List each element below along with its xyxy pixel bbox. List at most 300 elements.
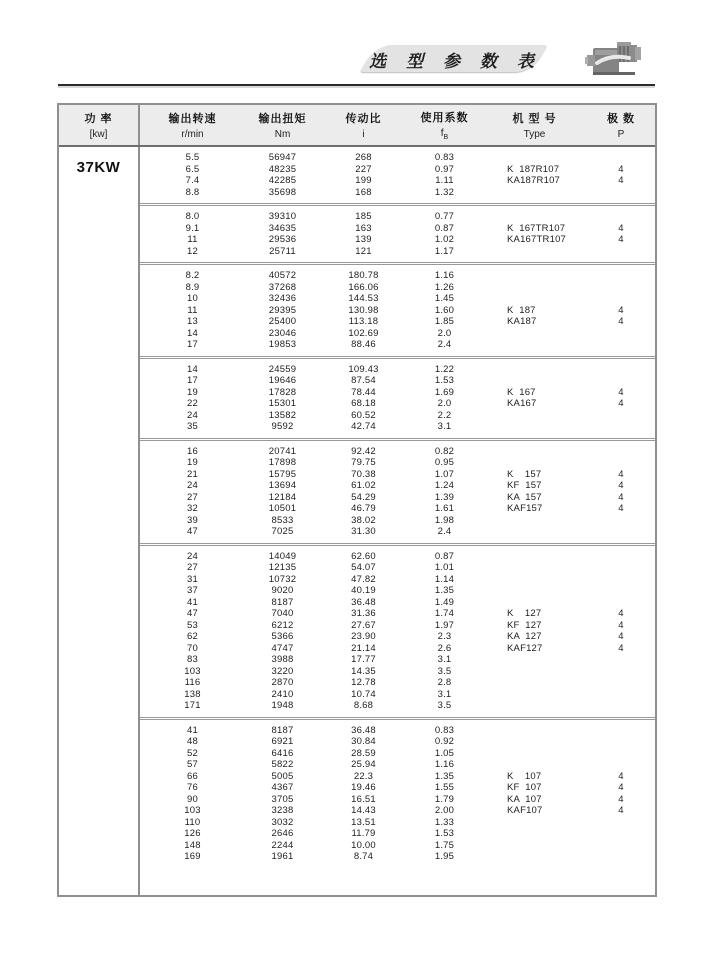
torque-cell: 5822 xyxy=(271,759,294,771)
page-title: 选 型 参 数 表 xyxy=(369,52,541,72)
ratio-cell: 61.02 xyxy=(351,480,376,492)
factor-cell: 2.4 xyxy=(437,526,452,538)
speed-cell: 8.0 xyxy=(185,211,200,223)
ratio-cell: 92.42 xyxy=(351,445,376,457)
ratio-cell: 13.51 xyxy=(351,816,376,828)
torque-cell: 2870 xyxy=(271,677,294,689)
factor-cell: 1.35 xyxy=(434,585,455,597)
factor-cell: 3.5 xyxy=(437,665,452,677)
factor-cell: 2.4 xyxy=(437,339,452,351)
poles-title: 极 数 xyxy=(606,113,636,125)
torque-cell: 25400 xyxy=(268,316,297,328)
table-row xyxy=(140,293,655,305)
table-row xyxy=(140,689,655,701)
speed-cell: 57 xyxy=(187,759,198,771)
factor-unit xyxy=(441,128,448,141)
speed-cell: 11 xyxy=(187,234,198,246)
speed-cell: 27 xyxy=(187,562,198,574)
poles-cell: 4 xyxy=(618,642,624,654)
col-header-speed xyxy=(140,105,245,145)
ratio-cell: 28.59 xyxy=(351,747,376,759)
poles-cell: 4 xyxy=(618,316,624,328)
table-row xyxy=(140,503,655,515)
ratio-cell: 166.06 xyxy=(348,281,379,293)
row-group xyxy=(140,356,655,438)
poles-cell: 4 xyxy=(618,222,624,234)
factor-title: 使用系数 xyxy=(420,112,469,124)
table-row xyxy=(140,677,655,689)
factor-cell: 1.26 xyxy=(434,281,455,293)
row-group xyxy=(140,147,655,203)
power-title: 功 率 xyxy=(84,113,113,125)
ratio-cell: 36.48 xyxy=(351,596,376,608)
torque-cell: 40572 xyxy=(268,270,297,282)
speed-title: 输出转速 xyxy=(168,113,217,125)
table-row xyxy=(140,562,655,574)
ratio-title: 传动比 xyxy=(345,113,382,125)
factor-cell: 0.97 xyxy=(434,163,455,175)
torque-cell: 1961 xyxy=(271,851,294,863)
table-row xyxy=(140,736,655,748)
type-cell: KF 157 xyxy=(507,480,542,492)
table-row xyxy=(140,364,655,376)
poles-cell: 4 xyxy=(618,491,624,503)
table-row xyxy=(140,585,655,597)
col-header-ratio xyxy=(320,105,407,145)
factor-cell: 1.45 xyxy=(434,293,455,305)
factor-cell: 1.35 xyxy=(434,770,455,782)
speed-cell: 83 xyxy=(187,654,198,666)
table-row xyxy=(140,211,655,223)
table-row xyxy=(140,666,655,678)
factor-cell: 1.97 xyxy=(434,619,455,631)
torque-cell: 9020 xyxy=(271,585,294,597)
factor-cell: 1.95 xyxy=(434,851,455,863)
col-header-type xyxy=(482,105,587,145)
row-group xyxy=(140,438,655,543)
ratio-cell: 27.67 xyxy=(351,619,376,631)
ratio-cell: 42.74 xyxy=(351,421,376,433)
ratio-cell: 30.84 xyxy=(351,736,376,748)
speed-cell: 53 xyxy=(187,619,198,631)
type-title: 机 型 号 xyxy=(512,113,557,125)
speed-cell: 110 xyxy=(184,816,201,828)
factor-cell: 3.1 xyxy=(437,654,452,666)
type-cell: KF 127 xyxy=(507,619,542,631)
ratio-cell: 139 xyxy=(355,234,372,246)
speed-cell: 148 xyxy=(184,839,201,851)
torque-cell: 35698 xyxy=(268,186,297,198)
torque-cell: 5366 xyxy=(271,631,294,643)
poles-cell: 4 xyxy=(618,163,624,175)
type-cell: KA187R107 xyxy=(507,175,561,187)
ratio-cell: 22.3 xyxy=(353,770,374,782)
factor-cell: 1.14 xyxy=(434,573,455,585)
selection-table xyxy=(57,103,657,897)
factor-cell: 2.00 xyxy=(434,805,455,817)
row-group xyxy=(140,543,655,717)
poles-cell: 4 xyxy=(618,631,624,643)
type-cell: KF 107 xyxy=(507,782,542,794)
table-row xyxy=(140,725,655,737)
ratio-unit: i xyxy=(362,129,365,140)
speed-cell: 62 xyxy=(187,631,198,643)
ratio-cell: 21.14 xyxy=(351,642,376,654)
factor-unit-sub: B xyxy=(443,134,449,141)
torque-cell: 10501 xyxy=(268,503,297,515)
table-row xyxy=(140,187,655,199)
type-cell: KA187 xyxy=(507,316,537,328)
torque-cell: 37268 xyxy=(268,281,297,293)
poles-cell: 4 xyxy=(618,398,624,410)
ratio-cell: 60.52 xyxy=(351,409,376,421)
ratio-cell: 36.48 xyxy=(351,724,376,736)
torque-cell: 8533 xyxy=(271,514,294,526)
speed-cell: 24 xyxy=(187,480,198,492)
table-row xyxy=(140,164,655,176)
factor-cell: 2.0 xyxy=(437,327,452,339)
table-row xyxy=(140,469,655,481)
torque-cell: 15301 xyxy=(268,398,297,410)
ratio-cell: 8.68 xyxy=(353,700,374,712)
speed-cell: 171 xyxy=(184,700,201,712)
torque-cell: 42285 xyxy=(268,175,297,187)
factor-cell: 2.2 xyxy=(437,409,452,421)
torque-cell: 14049 xyxy=(268,550,297,562)
col-header-factor xyxy=(407,105,482,145)
speed-cell: 76 xyxy=(187,782,198,794)
row-group xyxy=(140,717,655,868)
poles-cell: 4 xyxy=(618,805,624,817)
ratio-cell: 19.46 xyxy=(351,782,376,794)
factor-cell: 0.77 xyxy=(434,211,455,223)
speed-cell: 52 xyxy=(187,747,198,759)
torque-cell: 6416 xyxy=(271,747,294,759)
factor-cell: 2.3 xyxy=(437,631,452,643)
table-row xyxy=(140,574,655,586)
type-unit: Type xyxy=(523,129,546,140)
speed-cell: 14 xyxy=(187,327,198,339)
speed-cell: 90 xyxy=(187,793,198,805)
table-header xyxy=(59,105,655,147)
table-row xyxy=(140,631,655,643)
table-row xyxy=(140,851,655,863)
ratio-cell: 227 xyxy=(355,163,372,175)
factor-cell: 2.6 xyxy=(437,642,452,654)
torque-cell: 3238 xyxy=(271,805,294,817)
torque-cell: 10732 xyxy=(268,573,297,585)
torque-cell: 19853 xyxy=(268,339,297,351)
type-cell: KA167 xyxy=(507,398,537,410)
table-row xyxy=(140,551,655,563)
type-cell: KAF107 xyxy=(507,805,543,817)
speed-cell: 24 xyxy=(187,550,198,562)
torque-cell: 32436 xyxy=(268,293,297,305)
speed-cell: 66 xyxy=(187,770,198,782)
torque-cell: 8187 xyxy=(271,596,294,608)
ratio-cell: 46.79 xyxy=(351,503,376,515)
factor-cell: 1.98 xyxy=(434,514,455,526)
table-row xyxy=(140,805,655,817)
factor-unit-main: f xyxy=(440,128,444,139)
type-cell: K 127 xyxy=(507,608,542,620)
factor-cell: 1.53 xyxy=(434,375,455,387)
poles-cell: 4 xyxy=(618,304,624,316)
speed-cell: 19 xyxy=(187,386,198,398)
factor-cell: 3.1 xyxy=(437,688,452,700)
factor-cell: 1.11 xyxy=(435,175,454,187)
speed-cell: 22 xyxy=(187,398,198,410)
factor-cell: 1.74 xyxy=(434,608,455,620)
torque-cell: 7025 xyxy=(271,526,294,538)
speed-cell: 138 xyxy=(184,688,201,700)
torque-cell: 20741 xyxy=(268,445,297,457)
ratio-cell: 130.98 xyxy=(348,304,379,316)
table-row xyxy=(140,410,655,422)
torque-cell: 19646 xyxy=(268,375,297,387)
speed-cell: 27 xyxy=(187,491,198,503)
table-row xyxy=(140,515,655,527)
speed-cell: 6.5 xyxy=(185,163,200,175)
torque-title: 输出扭矩 xyxy=(258,113,307,125)
ratio-cell: 109.43 xyxy=(348,363,379,375)
ratio-cell: 102.69 xyxy=(348,327,379,339)
torque-cell: 13694 xyxy=(268,480,297,492)
table-row xyxy=(140,270,655,282)
table-row xyxy=(140,748,655,760)
table-row xyxy=(140,771,655,783)
torque-cell: 3705 xyxy=(271,793,294,805)
factor-cell: 1.24 xyxy=(434,480,455,492)
poles-cell: 4 xyxy=(618,480,624,492)
ratio-cell: 11.79 xyxy=(351,828,376,840)
ratio-cell: 14.35 xyxy=(351,665,376,677)
factor-cell: 0.82 xyxy=(434,445,455,457)
factor-cell: 3.5 xyxy=(437,700,452,712)
ratio-cell: 47.82 xyxy=(351,573,376,585)
poles-cell: 4 xyxy=(618,619,624,631)
factor-cell: 1.17 xyxy=(434,245,455,257)
ratio-cell: 199 xyxy=(355,175,372,187)
speed-cell: 17 xyxy=(187,339,198,351)
speed-cell: 17 xyxy=(187,375,198,387)
type-cell: KAF127 xyxy=(507,642,543,654)
ratio-cell: 31.36 xyxy=(351,608,376,620)
factor-cell: 1.01 xyxy=(434,562,455,574)
torque-cell: 12135 xyxy=(268,562,297,574)
speed-cell: 24 xyxy=(187,409,198,421)
type-cell: K 157 xyxy=(507,468,542,480)
factor-cell: 1.05 xyxy=(434,747,455,759)
table-row xyxy=(140,387,655,399)
ratio-cell: 10.74 xyxy=(351,688,376,700)
row-group xyxy=(140,203,655,262)
torque-cell: 6212 xyxy=(271,619,294,631)
speed-cell: 169 xyxy=(184,851,201,863)
speed-cell: 41 xyxy=(187,596,198,608)
table-row xyxy=(140,654,655,666)
torque-cell: 3220 xyxy=(271,665,294,677)
speed-cell: 13 xyxy=(187,316,198,328)
table-row xyxy=(140,175,655,187)
ratio-cell: 68.18 xyxy=(351,398,376,410)
table-row xyxy=(140,398,655,410)
type-cell: K 187R107 xyxy=(507,163,560,175)
torque-cell: 29395 xyxy=(268,304,297,316)
table-row xyxy=(140,375,655,387)
table-row xyxy=(140,339,655,351)
speed-cell: 10 xyxy=(187,293,198,305)
torque-cell: 13582 xyxy=(268,409,297,421)
table-row xyxy=(140,480,655,492)
speed-cell: 103 xyxy=(184,805,201,817)
poles-cell: 4 xyxy=(618,234,624,246)
poles-cell: 4 xyxy=(618,793,624,805)
header-rule xyxy=(58,84,655,86)
torque-cell: 1948 xyxy=(271,700,294,712)
torque-cell: 4747 xyxy=(271,642,294,654)
factor-cell: 1.53 xyxy=(434,828,455,840)
factor-cell: 1.60 xyxy=(434,304,455,316)
poles-cell: 4 xyxy=(618,503,624,515)
type-cell: K 167 xyxy=(507,386,536,398)
torque-cell: 4367 xyxy=(271,782,294,794)
torque-cell: 7040 xyxy=(271,608,294,620)
speed-cell: 12 xyxy=(187,245,198,257)
power-column xyxy=(59,147,140,895)
speed-cell: 8.2 xyxy=(185,270,200,282)
ratio-cell: 88.46 xyxy=(351,339,376,351)
factor-cell: 0.95 xyxy=(434,457,455,469)
ratio-cell: 70.38 xyxy=(351,468,376,480)
table-row xyxy=(140,316,655,328)
ratio-cell: 38.02 xyxy=(351,514,376,526)
torque-cell: 48235 xyxy=(268,163,297,175)
ratio-cell: 185 xyxy=(355,211,372,223)
poles-cell: 4 xyxy=(618,782,624,794)
torque-cell: 12184 xyxy=(268,491,297,503)
factor-cell: 3.1 xyxy=(437,421,452,433)
ratio-cell: 87.54 xyxy=(351,375,376,387)
speed-cell: 7.4 xyxy=(185,175,200,187)
speed-cell: 8.8 xyxy=(185,186,200,198)
speed-cell: 41 xyxy=(187,724,198,736)
gearbox-photo xyxy=(583,36,645,84)
type-cell: K 167TR107 xyxy=(507,222,566,234)
speed-cell: 39 xyxy=(187,514,198,526)
speed-cell: 103 xyxy=(184,665,201,677)
speed-cell: 9.1 xyxy=(185,222,200,234)
table-row xyxy=(140,817,655,829)
ratio-cell: 168 xyxy=(355,186,372,198)
torque-cell: 2244 xyxy=(271,839,294,851)
speed-unit: r/min xyxy=(181,129,204,140)
col-header-power xyxy=(59,105,140,145)
torque-cell: 39310 xyxy=(268,211,297,223)
table-row xyxy=(140,608,655,620)
table-row xyxy=(140,526,655,538)
type-cell: K 107 xyxy=(507,770,542,782)
table-row xyxy=(140,305,655,317)
torque-cell: 17898 xyxy=(268,457,297,469)
poles-cell: 4 xyxy=(618,608,624,620)
power-value: 37KW xyxy=(76,159,121,176)
torque-cell: 2646 xyxy=(271,828,294,840)
torque-cell: 56947 xyxy=(268,152,297,164)
ratio-cell: 144.53 xyxy=(348,293,379,305)
torque-cell: 17828 xyxy=(268,386,297,398)
torque-unit: Nm xyxy=(274,129,291,140)
speed-cell: 35 xyxy=(187,421,198,433)
factor-cell: 1.33 xyxy=(434,816,455,828)
gearbox-illustration xyxy=(583,36,645,84)
speed-cell: 14 xyxy=(187,363,198,375)
ratio-cell: 31.30 xyxy=(351,526,376,538)
factor-cell: 1.49 xyxy=(434,596,455,608)
type-cell: KAF157 xyxy=(507,503,543,515)
speed-cell: 21 xyxy=(187,468,198,480)
ratio-cell: 17.77 xyxy=(351,654,376,666)
factor-cell: 2.8 xyxy=(437,677,452,689)
factor-cell: 1.22 xyxy=(434,363,455,375)
speed-cell: 47 xyxy=(187,608,198,620)
factor-cell: 1.32 xyxy=(434,186,455,198)
ratio-cell: 54.29 xyxy=(351,491,376,503)
speed-cell: 48 xyxy=(187,736,198,748)
poles-cell: 4 xyxy=(618,770,624,782)
type-cell: KA167TR107 xyxy=(507,234,567,246)
poles-unit: P xyxy=(617,129,625,140)
torque-cell: 23046 xyxy=(268,327,297,339)
factor-cell: 1.16 xyxy=(434,759,455,771)
factor-cell: 1.02 xyxy=(434,234,455,246)
torque-cell: 15795 xyxy=(268,468,297,480)
poles-cell: 4 xyxy=(618,386,624,398)
table-body xyxy=(59,147,655,895)
table-row xyxy=(140,782,655,794)
table-row xyxy=(140,597,655,609)
torque-cell: 6921 xyxy=(271,736,294,748)
speed-cell: 126 xyxy=(184,828,201,840)
ratio-cell: 121 xyxy=(355,245,372,257)
torque-cell: 5005 xyxy=(271,770,294,782)
table-row xyxy=(140,282,655,294)
ratio-cell: 10.00 xyxy=(351,839,376,851)
poles-cell: 4 xyxy=(618,468,624,480)
speed-cell: 16 xyxy=(187,445,198,457)
torque-cell: 8187 xyxy=(271,724,294,736)
torque-cell: 2410 xyxy=(271,688,294,700)
poles-cell: 4 xyxy=(618,175,624,187)
speed-cell: 11 xyxy=(187,304,198,316)
ratio-cell: 79.75 xyxy=(351,457,376,469)
table-row xyxy=(140,246,655,258)
table-row xyxy=(140,446,655,458)
factor-cell: 1.61 xyxy=(434,503,455,515)
ratio-cell: 163 xyxy=(355,222,372,234)
factor-cell: 1.85 xyxy=(434,316,455,328)
col-header-poles xyxy=(587,105,655,145)
table-row xyxy=(140,457,655,469)
speed-cell: 31 xyxy=(187,573,198,585)
row-group xyxy=(140,262,655,356)
table-row xyxy=(140,234,655,246)
factor-cell: 0.83 xyxy=(434,724,455,736)
type-cell: KA 127 xyxy=(507,631,542,643)
speed-cell: 8.9 xyxy=(185,281,200,293)
table-row xyxy=(140,328,655,340)
type-cell: KA 107 xyxy=(507,793,542,805)
